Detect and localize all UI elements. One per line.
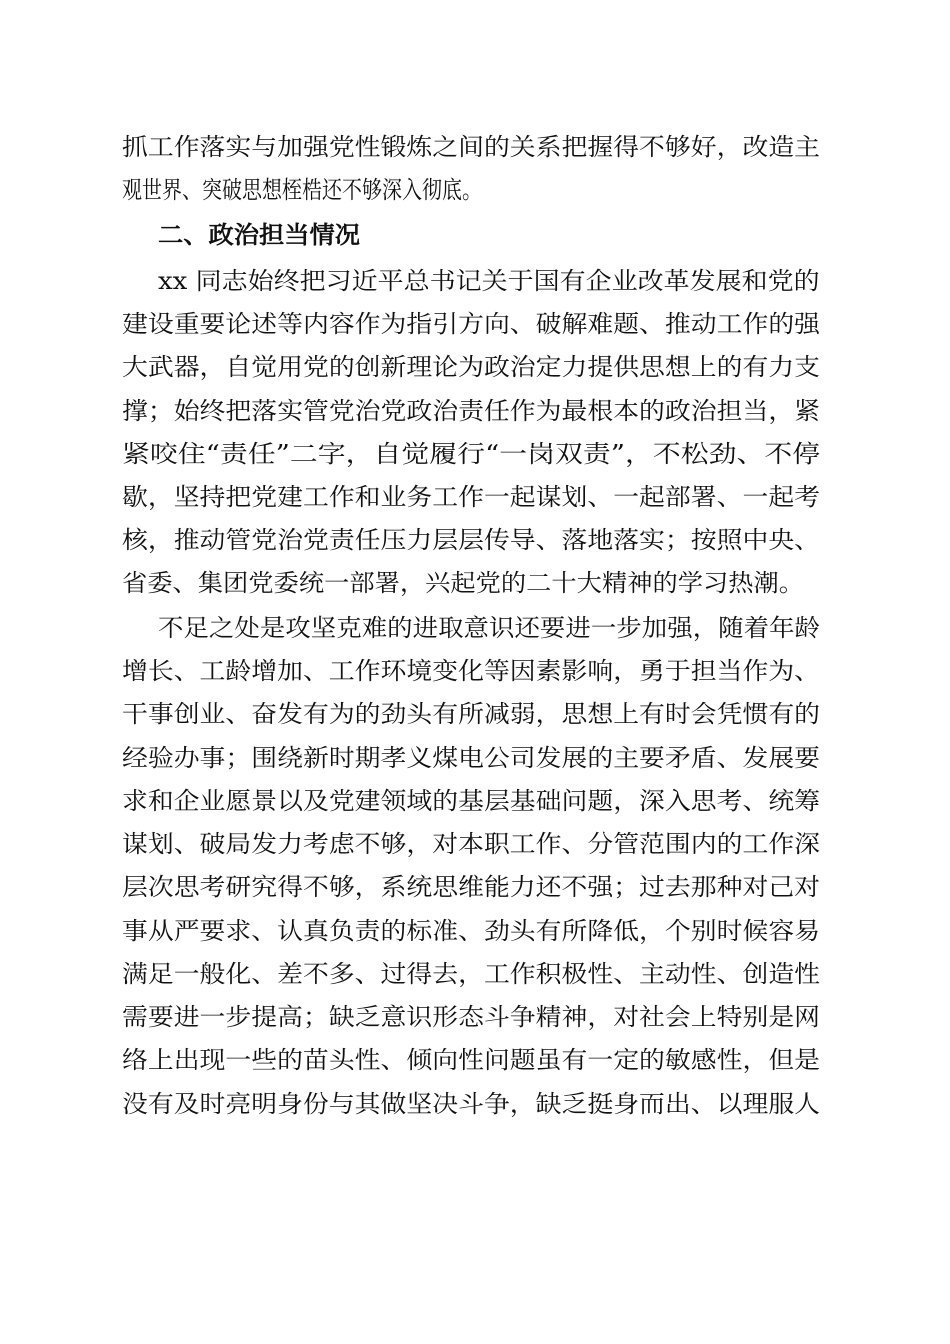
text-line-5: 建设重要论述等内容作为指引方向、破解难题、推动工作的强 — [122, 310, 821, 338]
text-line-4: xx 同志始终把习近平总书记关于国有企业改革发展和党的 — [158, 267, 820, 295]
text-line-2: 观世界、突破思想桎梏还不够深入彻底。 — [122, 176, 482, 204]
text-line-1: 抓工作落实与加强党性锻炼之间的关系把握得不够好，改造主 — [122, 133, 821, 161]
text-line-10: 核，推动管党治党责任压力层层传导、落地落实；按照中央、 — [122, 526, 821, 554]
text-line-13: 增长、工龄增加、工作环境变化等因素影响，勇于担当作为、 — [122, 657, 821, 685]
text-line-19: 事从严要求、认真负责的标准、劲头有所降低，个别时候容易 — [122, 917, 821, 945]
text-line-7: 撑；始终把落实管党治党政治责任作为最根本的政治担当，紧 — [122, 397, 821, 425]
text-line-20: 满足一般化、差不多、过得去，工作积极性、主动性、创造性 — [122, 960, 821, 988]
text-line-21: 需要进一步提高；缺乏意识形态斗争精神，对社会上特别是网 — [122, 1003, 821, 1031]
text-line-11: 省委、集团党委统一部署，兴起党的二十大精神的学习热潮。 — [122, 569, 805, 597]
text-line-23: 没有及时亮明身份与其做坚决斗争，缺乏挺身而出、以理服人 — [122, 1090, 821, 1118]
text-line-14: 干事创业、奋发有为的劲头有所减弱，思想上有时会凭惯有的 — [122, 700, 821, 728]
text-line-18: 层次思考研究得不够，系统思维能力还不强；过去那种对己对 — [122, 873, 821, 901]
text-line-6: 大武器，自觉用党的创新理论为政治定力提供思想上的有力支 — [122, 353, 821, 381]
text-line-22: 络上出现一些的苗头性、倾向性问题虽有一定的敏感性，但是 — [122, 1046, 821, 1074]
text-line-15: 经验办事；围绕新时期孝义煤电公司发展的主要矛盾、发展要 — [122, 744, 821, 772]
section-heading: 二、政治担当情况 — [158, 221, 361, 249]
text-line-12: 不足之处是攻坚克难的进取意识还要进一步加强，随着年龄 — [158, 614, 821, 642]
text-line-17: 谋划、破局发力考虑不够，对本职工作、分管范围内的工作深 — [122, 830, 821, 858]
text-line-9: 歇，坚持把党建工作和业务工作一起谋划、一起部署、一起考 — [122, 483, 821, 511]
text-line-16: 求和企业愿景以及党建领域的基层基础问题，深入思考、统筹 — [122, 787, 821, 815]
text-line-8: 紧咬住“责任”二字，自觉履行“一岗双责”，不松劲、不停 — [122, 440, 821, 468]
